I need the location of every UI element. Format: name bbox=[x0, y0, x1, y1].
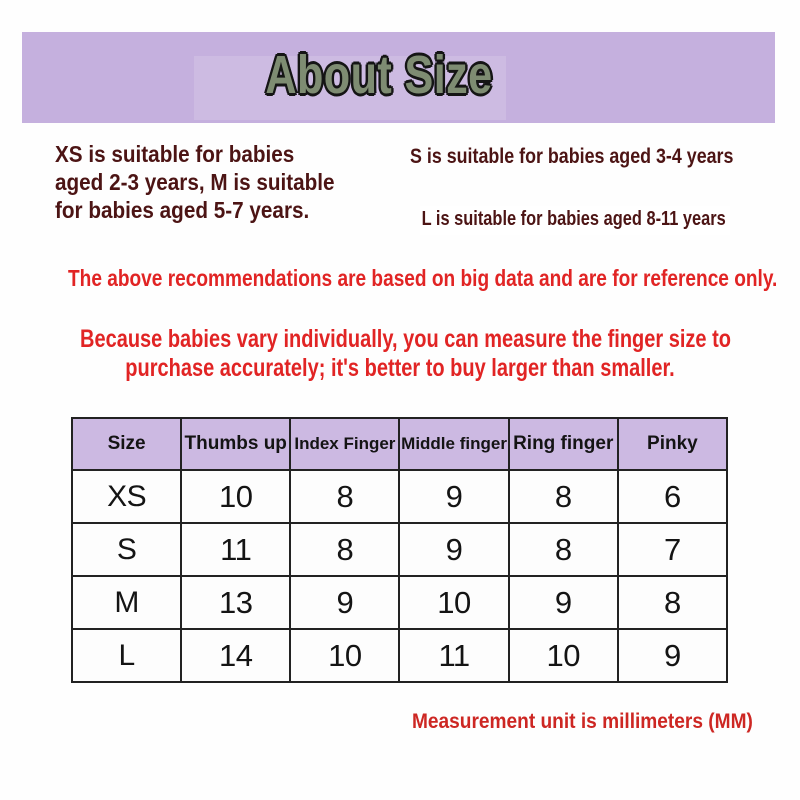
value-cell: 10 bbox=[181, 470, 290, 523]
value-cell: 10 bbox=[399, 576, 508, 629]
col-header-size: Size bbox=[72, 418, 181, 470]
note-xs-m-line1: XS is suitable for babies bbox=[55, 141, 295, 167]
col-header-thumbs-up: Thumbs up bbox=[181, 418, 290, 470]
size-label: XS bbox=[72, 470, 181, 523]
table-row-xs bbox=[72, 470, 727, 523]
table-row-m bbox=[72, 576, 727, 629]
value-cell: 8 bbox=[509, 470, 618, 523]
page-title: About Size bbox=[265, 45, 493, 105]
col-header-index-finger: Index Finger bbox=[290, 418, 399, 470]
value-cell: 14 bbox=[181, 629, 290, 682]
warning-reference-only: The above recommendations are based on big data and are for reference only. bbox=[68, 265, 778, 291]
measurement-unit-note: Measurement unit is millimeters (MM) bbox=[412, 710, 753, 733]
col-header-pinky: Pinky bbox=[618, 418, 727, 470]
value-cell: 10 bbox=[290, 629, 399, 682]
note-xs-m-line3: for babies aged 5-7 years. bbox=[55, 197, 310, 223]
warning-measure-finger-line1: Because babies vary individually, you can measure the finger size to bbox=[80, 325, 731, 353]
value-cell: 13 bbox=[181, 576, 290, 629]
col-header-middle-finger: Middle finger bbox=[399, 418, 508, 470]
value-cell: 11 bbox=[399, 629, 508, 682]
value-cell: 9 bbox=[509, 576, 618, 629]
warning-measure-finger bbox=[80, 325, 731, 383]
value-cell: 9 bbox=[618, 629, 727, 682]
note-xs-m-line2: aged 2-3 years, M is suitable bbox=[55, 169, 335, 195]
note-xs-m bbox=[55, 140, 335, 224]
note-s: S is suitable for babies aged 3-4 years bbox=[410, 145, 734, 168]
value-cell: 6 bbox=[618, 470, 727, 523]
value-cell: 10 bbox=[509, 629, 618, 682]
value-cell: 8 bbox=[509, 523, 618, 576]
warning-measure-finger-line2: purchase accurately; it's better to buy larger than smaller. bbox=[125, 354, 675, 382]
value-cell: 9 bbox=[290, 576, 399, 629]
value-cell: 11 bbox=[181, 523, 290, 576]
size-label: S bbox=[72, 523, 181, 576]
note-l: L is suitable for babies aged 8-11 years bbox=[420, 206, 731, 235]
size-table-header-row bbox=[72, 418, 727, 470]
col-header-ring-finger: Ring finger bbox=[509, 418, 618, 470]
size-label: M bbox=[72, 576, 181, 629]
table-row-l bbox=[72, 629, 727, 682]
value-cell: 8 bbox=[290, 470, 399, 523]
value-cell: 8 bbox=[290, 523, 399, 576]
value-cell: 8 bbox=[618, 576, 727, 629]
value-cell: 7 bbox=[618, 523, 727, 576]
value-cell: 9 bbox=[399, 523, 508, 576]
table-row-s bbox=[72, 523, 727, 576]
size-label: L bbox=[72, 629, 181, 682]
size-table bbox=[71, 417, 728, 683]
value-cell: 9 bbox=[399, 470, 508, 523]
